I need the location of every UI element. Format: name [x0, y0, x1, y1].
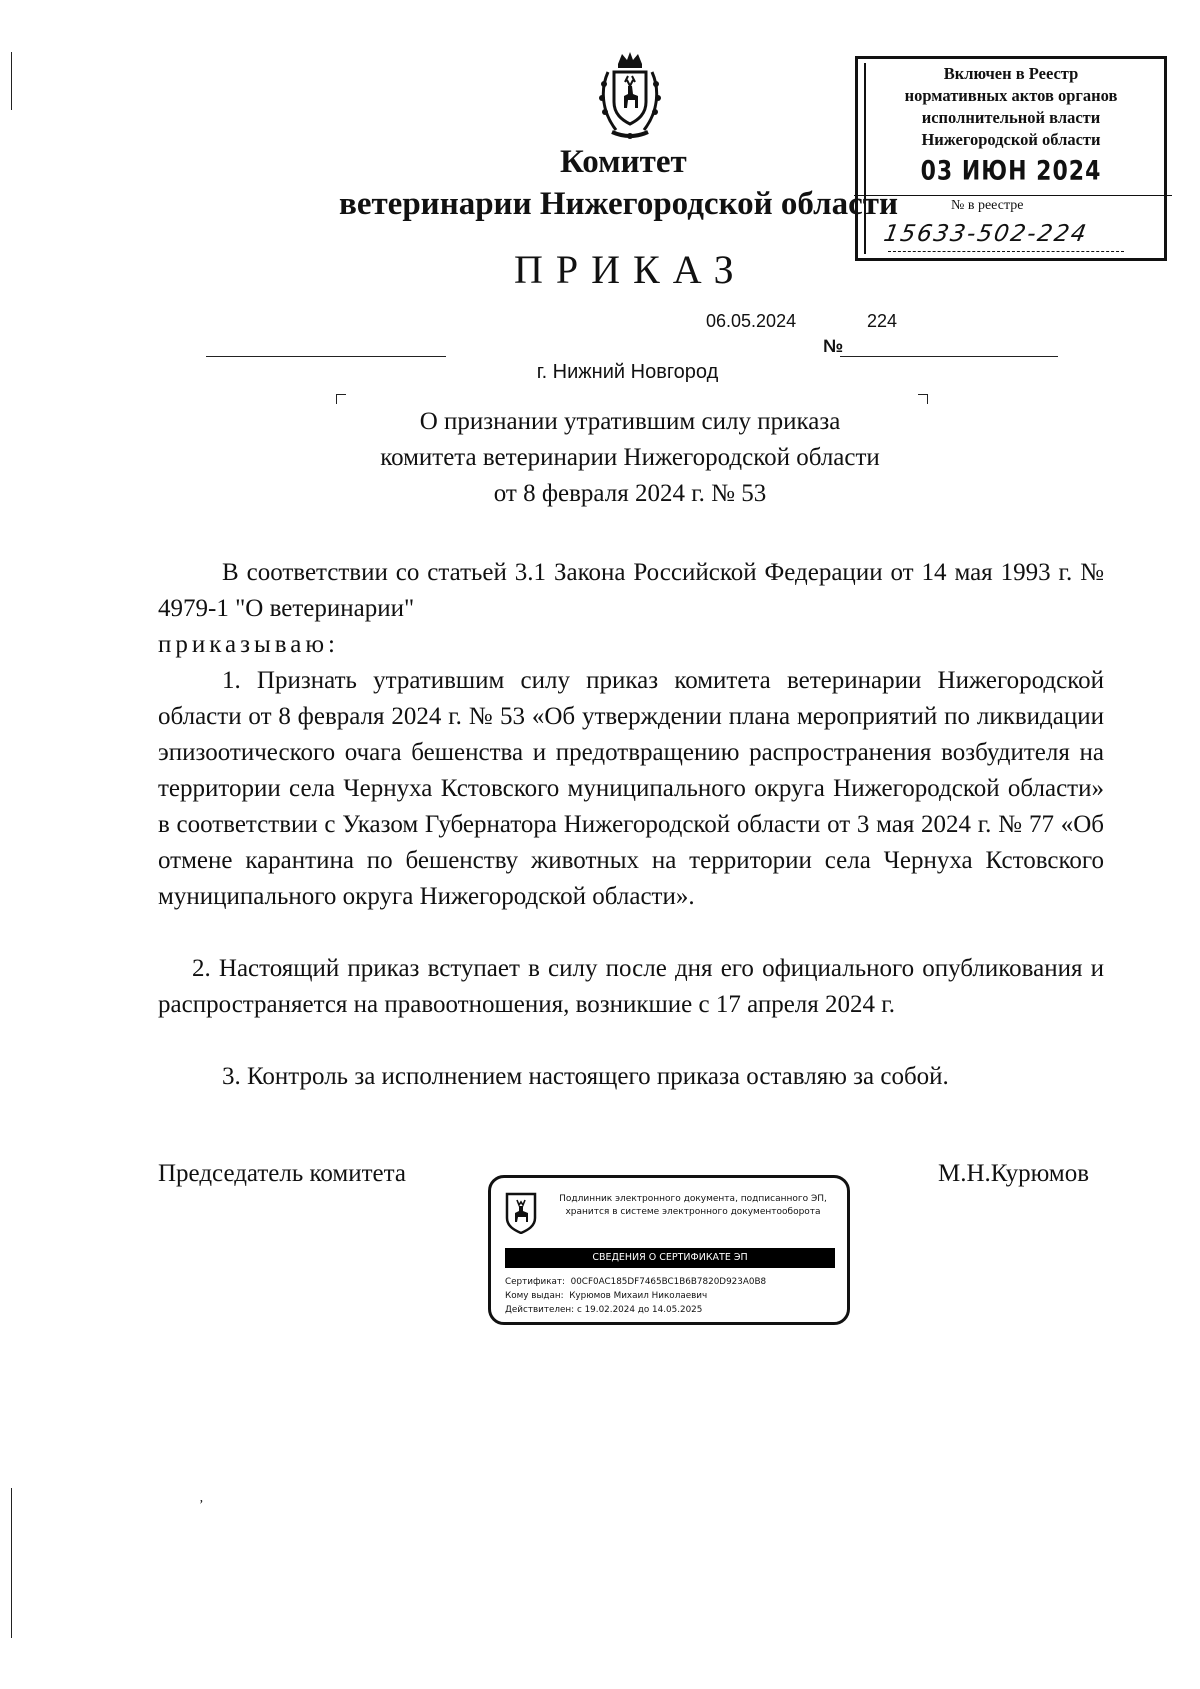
date-underline [206, 356, 446, 357]
number-underline [840, 356, 1058, 357]
scan-artifact-mark: ’ [198, 1498, 203, 1513]
registry-stamp-date-text: 03 ИЮН 2024 [920, 156, 1102, 187]
owner-value: Курюмов Михаил Николаевич [569, 1291, 708, 1301]
item-3-paragraph: 3. Контроль за исполнением настоящего приказа оставляю за собой. [222, 1063, 949, 1090]
subject-line: от 8 февраля 2024 г. № 53 [493, 480, 767, 507]
cert-value: 00CF0AC185DF7465BC1B6B7820D923A0B8 [570, 1277, 767, 1287]
document-subject [300, 404, 960, 512]
subject-corner-right [918, 394, 928, 404]
subject-line: комитета ветеринарии Нижегородской области [380, 444, 880, 471]
item-2-paragraph: 2. Настоящий приказ вступает в силу после дня его официального опубликования и распространяется на правоотношения, возникшие с 17 апреля 2024 г. [158, 955, 1104, 1018]
signatory-name: М.Н.Курюмов [938, 1160, 1090, 1187]
number-sign: № [823, 336, 844, 356]
registry-number-underline [888, 251, 1124, 252]
registry-number-handwritten: 15633-502-224 [881, 221, 1090, 247]
scan-edge-mark [11, 52, 12, 110]
registry-stamp-date [858, 157, 1164, 187]
preamble-paragraph: В соответствии со статьей 3.1 Закона Российской Федерации от 14 мая 1993 г. № 4979-1 "О ветеринарии" [158, 559, 1104, 622]
signatory-title: Председатель комитета [158, 1160, 406, 1187]
decree-word: приказываю: [158, 631, 339, 658]
esign-certificate-details [505, 1275, 766, 1317]
owner-label: Кому выдан: [505, 1291, 564, 1301]
subject-corner-left [336, 394, 346, 404]
registry-stamp-heading [858, 63, 1164, 151]
document-type: ПРИКАЗ [514, 247, 747, 292]
deer-emblem-icon [505, 1192, 537, 1234]
document-city: г. Нижний Новгород [536, 361, 719, 383]
registry-stamp-line: Включен в Реестр [943, 64, 1079, 83]
document-number: 224 [867, 311, 898, 331]
registry-stamp-line: исполнительной власти [921, 108, 1101, 127]
electronic-signature-stamp [488, 1175, 850, 1325]
nizhny-novgorod-coat-of-arms-icon [594, 50, 666, 142]
registry-stamp-line: нормативных актов органов [904, 86, 1118, 105]
registry-stamp [855, 56, 1167, 261]
item-1-paragraph: 1. Признать утратившим силу приказ комитета ветеринарии Нижегородской области от 8 февраля 2024 г. № 53 «Об утверждении плана мероприятий по ликвидации эпизоотического очага бешенства и предотвращению распространения возбудителя на территории села Чернуха Кстовского муниципального округа Нижегородской области» в соответствии с Указом Губернатора Нижегородской области от 3 мая 2024 г. № 77 «Об отмене карантина по бешенству животных на территории села Чернуха Кстовского муниципального округа Нижегородской области». [158, 667, 1104, 910]
organization-name-line1: Комитет [560, 144, 687, 180]
subject-line: О признании утратившим силу приказа [419, 408, 841, 435]
scan-edge-mark [11, 1488, 12, 1638]
document-date: 06.05.2024 [706, 311, 797, 331]
registry-number-label: № в реестре [951, 198, 1024, 213]
valid-label: Действителен: [505, 1305, 575, 1315]
cert-label: Сертификат: [505, 1277, 566, 1287]
valid-value: с 19.02.2024 до 14.05.2025 [576, 1305, 703, 1315]
esign-certificate-header: СВЕДЕНИЯ О СЕРТИФИКАТЕ ЭП [505, 1248, 835, 1268]
registry-stamp-divider [854, 195, 1172, 196]
esign-storage-note: Подлинник электронного документа, подписанного ЭП, хранится в системе электронного документооборота [559, 1194, 827, 1217]
registry-stamp-line: Нижегородской области [921, 130, 1101, 149]
organization-name-line2: ветеринарии Нижегородской области [339, 186, 898, 222]
